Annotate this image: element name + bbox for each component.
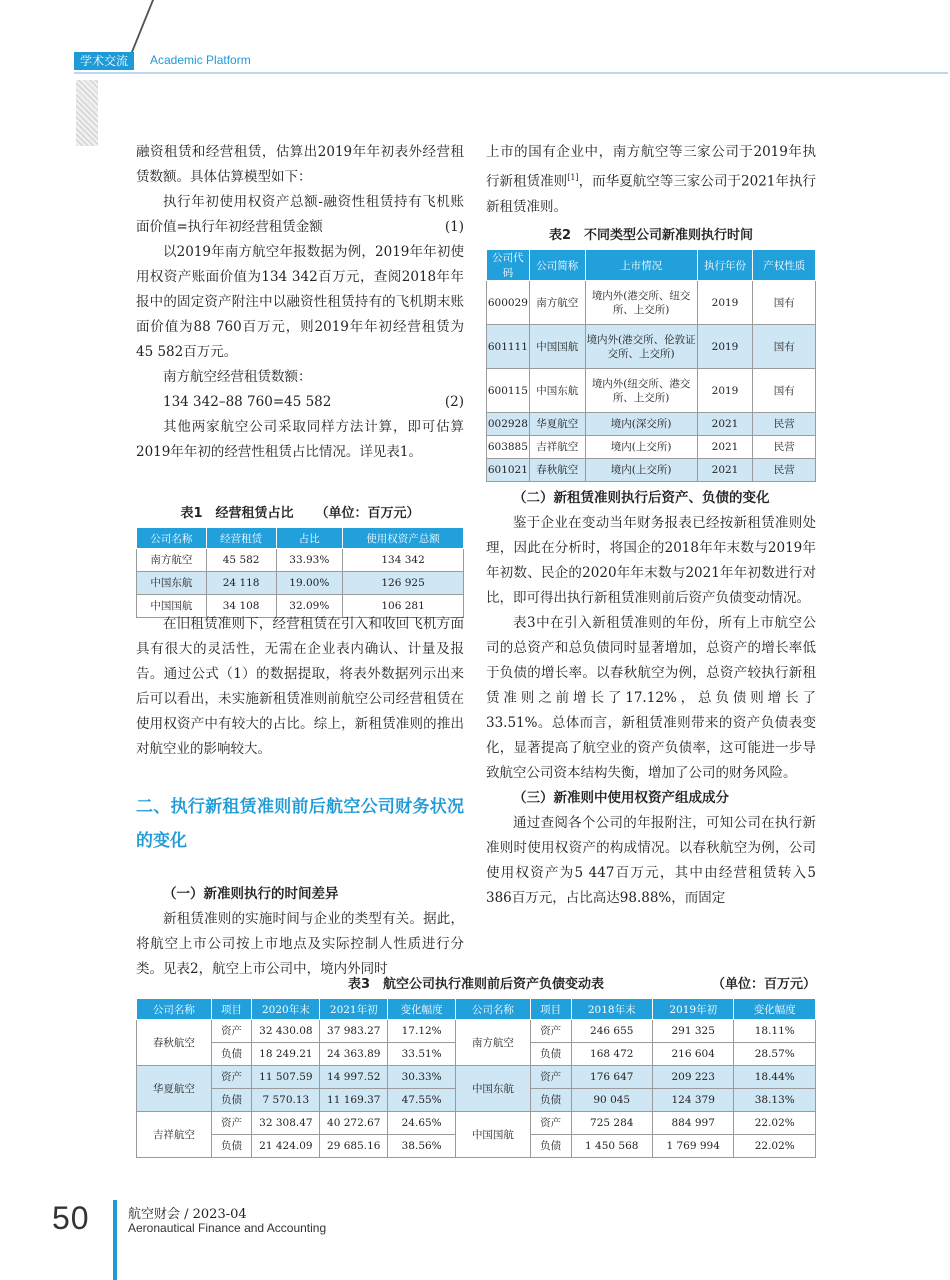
table-cell: 11 507.59 (252, 1066, 320, 1089)
table-header-cell: 2020年末 (252, 999, 320, 1020)
table-cell: 中国东航 (137, 572, 207, 595)
table-cell: 38.56% (388, 1135, 456, 1158)
table-cell: 民营 (753, 413, 816, 436)
formula-2 (136, 390, 464, 415)
table-cell: 33.93% (276, 549, 343, 572)
page-number: 50 (52, 1200, 90, 1236)
paragraph: 以2019年南方航空年报数据为例，2019年年初使用权资产账面价值为134 342百万元，查阅2018年年报中的固定资产附注中以融资性租赁持有的飞机期末账面价值为88 760百万元，则2019年年初经营租赁为45 582百万元。 (136, 244, 464, 360)
table-2-caption: 表2 不同类型公司新准则执行时间 (548, 228, 754, 243)
table-row (487, 325, 816, 369)
table-cell: 负债 (211, 1135, 252, 1158)
table-cell: 负债 (530, 1089, 571, 1112)
table-cell: 600029 (487, 281, 530, 325)
table-cell: 45 582 (206, 549, 276, 572)
table-cell: 37 983.27 (320, 1020, 388, 1043)
footer-bar (113, 1200, 117, 1280)
table-header-cell: 变化幅度 (388, 999, 456, 1020)
hatch-decoration (76, 80, 98, 146)
table-cell: 47.55% (388, 1089, 456, 1112)
table-company-cell: 吉祥航空 (137, 1112, 212, 1158)
table-cell: 168 472 (571, 1043, 652, 1066)
table-cell: 603885 (487, 436, 530, 459)
formula-1-number: (1) (444, 219, 464, 235)
subsection-3-title: （三）新准则中使用权资产组成成分 (513, 790, 729, 806)
table-company-cell: 中国国航 (456, 1112, 531, 1158)
table-cell: 民营 (753, 459, 816, 482)
table-company-cell: 春秋航空 (137, 1020, 212, 1066)
table-cell: 34 108 (206, 595, 276, 618)
table-cell: 601021 (487, 459, 530, 482)
subsection-1-title: （一）新准则执行的时间差异 (163, 886, 339, 902)
table-cell: 18.11% (734, 1020, 816, 1043)
table-header-cell: 经营租赁 (206, 528, 276, 549)
paragraph: 通过查阅各个公司的年报附注，可知公司在执行新准则时使用权资产的构成情况。以春秋航空为例，公司使用权资产为5 447百万元，其中由经营租赁转入5 386百万元，占比高达98.88%，而固定 (486, 815, 816, 906)
table-cell: 17.12% (388, 1020, 456, 1043)
table-header-cell: 项目 (530, 999, 571, 1020)
table-cell: 38.13% (734, 1089, 816, 1112)
table-cell: 14 997.52 (320, 1066, 388, 1089)
table-cell: 负债 (530, 1043, 571, 1066)
table-cell: 中国东航 (529, 369, 585, 413)
table-cell: 7 570.13 (252, 1089, 320, 1112)
formula-1-text: 执行年初使用权资产总额-融资性租赁持有飞机账面价值=执行年初经营租赁金额 (136, 194, 464, 235)
table-company-cell: 南方航空 (456, 1020, 531, 1066)
table-cell: 32 430.08 (252, 1020, 320, 1043)
table-cell: 2019 (697, 281, 753, 325)
header-rule (74, 72, 948, 74)
table-cell: 30.33% (388, 1066, 456, 1089)
table-cell: 资产 (211, 1066, 252, 1089)
table-header-row (487, 250, 816, 281)
table-header-row (137, 528, 464, 549)
section-tag: 学术交流 (74, 52, 134, 70)
table-cell: 33.51% (388, 1043, 456, 1066)
table-row (137, 1112, 816, 1135)
table-cell: 华夏航空 (529, 413, 585, 436)
table-row (137, 1020, 816, 1043)
table-cell: 600115 (487, 369, 530, 413)
paragraph: 其他两家航空公司采取同样方法计算，即可估算2019年年初的经营性租赁占比情况。详见表1。 (136, 419, 464, 460)
table-header-cell: 公司名称 (137, 999, 212, 1020)
table-header-cell: 使用权资产总额 (343, 528, 464, 549)
table-header-cell: 执行年份 (697, 250, 753, 281)
table-cell: 32.09% (276, 595, 343, 618)
table-cell: 2019 (697, 325, 753, 369)
table-cell: 24 118 (206, 572, 276, 595)
table-cell: 24.65% (388, 1112, 456, 1135)
table-header-cell: 变化幅度 (734, 999, 816, 1020)
paragraph: 在旧租赁准则下，经营租赁在引入和收回飞机方面具有很大的灵活性，无需在企业表内确认、计量及报告。通过公式（1）的数据提取，将表外数据列示出来后可以看出，未实施新租赁准则前航空公司经营租赁在使用权资产中有较大的占比。综上，新租赁准则的推出对航空业的影响较大。 (136, 616, 464, 757)
right-column-lower (486, 486, 816, 911)
table-header-cell: 项目 (211, 999, 252, 1020)
table-cell: 中国国航 (529, 325, 585, 369)
table-cell: 134 342 (343, 549, 464, 572)
table-cell: 境内外(纽交所、港交所、上交所) (585, 369, 697, 413)
table-cell: 2021 (697, 459, 753, 482)
table-cell: 境内(上交所) (585, 436, 697, 459)
formula-2-text: 134 342–88 760=45 582 (163, 394, 332, 410)
table-cell: 124 379 (652, 1089, 733, 1112)
table-cell: 725 284 (571, 1112, 652, 1135)
table-cell: 40 272.67 (320, 1112, 388, 1135)
table-cell: 002928 (487, 413, 530, 436)
table-cell: 18.44% (734, 1066, 816, 1089)
paragraph: 融资租赁和经营租赁，估算出2019年年初表外经营租赁数额。具体估算模型如下： (136, 144, 464, 185)
table-header-cell: 公司简称 (529, 250, 585, 281)
table-cell: 22.02% (734, 1135, 816, 1158)
table-cell: 126 925 (343, 572, 464, 595)
table-cell: 吉祥航空 (529, 436, 585, 459)
table-cell: 国有 (753, 281, 816, 325)
table-1-grid (136, 527, 464, 618)
table-cell: 中国国航 (137, 595, 207, 618)
table-row (137, 572, 464, 595)
table-cell: 境内(深交所) (585, 413, 697, 436)
table-header-cell: 2018年末 (571, 999, 652, 1020)
table-header-cell: 2019年初 (652, 999, 733, 1020)
right-column (486, 140, 816, 220)
table-row (487, 436, 816, 459)
paragraph: 新租赁准则的实施时间与企业的类型有关。据此，将航空上市公司按上市地点及实际控制人性质进行分类。见表2，航空上市公司中，境内外同时 (136, 911, 464, 977)
table-row (137, 1066, 816, 1089)
table-3 (136, 977, 816, 1158)
table-header-cell: 占比 (276, 528, 343, 549)
citation: [1] (567, 173, 579, 182)
table-cell: 资产 (211, 1020, 252, 1043)
table-3-caption: 表3 航空公司执行准则前后资产负债变动表 （单位：百万元） (347, 977, 816, 992)
table-cell: 18 249.21 (252, 1043, 320, 1066)
table-cell: 境内(上交所) (585, 459, 697, 482)
table-header-row (137, 999, 816, 1020)
table-2-grid (486, 249, 816, 482)
table-cell: 资产 (530, 1020, 571, 1043)
table-cell: 2021 (697, 436, 753, 459)
table-cell: 32 308.47 (252, 1112, 320, 1135)
table-header-cell: 上市情况 (585, 250, 697, 281)
table-cell: 24 363.89 (320, 1043, 388, 1066)
paragraph: 上市的国有企业中，南方航空等三家公司于2019年执行新租赁准则[1]，而华夏航空等三家公司于2021年执行新租赁准则。 (486, 144, 816, 215)
section-2-title: 二、执行新租赁准则前后航空公司财务状况的变化 (136, 797, 464, 851)
table-cell: 民营 (753, 436, 816, 459)
table-cell: 106 281 (343, 595, 464, 618)
table-cell: 2019 (697, 369, 753, 413)
table-cell: 2021 (697, 413, 753, 436)
paragraph: 鉴于企业在变动当年财务报表已经按新租赁准则处理，因此在分析时，将国企的2018年年末数与2019年年初数、民企的2020年年末数与2021年年初数进行对比，即可得出执行新租赁准则前后资产负债变动情况。 (486, 515, 816, 606)
table-cell: 1 769 994 (652, 1135, 733, 1158)
table-cell: 29 685.16 (320, 1135, 388, 1158)
journal-name-english: Aeronautical Finance and Accounting (128, 1221, 327, 1235)
table-cell: 境内外(港交所、伦敦证交所、上交所) (585, 325, 697, 369)
table-cell: 216 604 (652, 1043, 733, 1066)
table-cell: 资产 (530, 1066, 571, 1089)
table-cell: 国有 (753, 369, 816, 413)
table-cell: 1 450 568 (571, 1135, 652, 1158)
table-cell: 22.02% (734, 1112, 816, 1135)
table-header-cell: 产权性质 (753, 250, 816, 281)
table-cell: 90 045 (571, 1089, 652, 1112)
table-cell: 南方航空 (137, 549, 207, 572)
table-cell: 春秋航空 (529, 459, 585, 482)
table-row (487, 369, 816, 413)
paragraph: 南方航空经营租赁数额： (163, 369, 312, 385)
paragraph: 表3中在引入新租赁准则的年份，所有上市航空公司的总资产和总负债同时显著增加，总资产的增长率低于负债的增长率。以春秋航空为例，总资产较执行新租赁准则之前增长了17.12%，总负债则增长了33.51%。总体而言，新租赁准则带来的资产负债表变化，显著提高了航空业的资产负债率，这可能进一步导致航空公司资本结构失衡，增加了公司的财务风险。 (486, 615, 816, 781)
formula-2-number: (2) (444, 394, 464, 410)
table-cell: 28.57% (734, 1043, 816, 1066)
section-tag-english: Academic Platform (150, 53, 251, 67)
table-cell: 南方航空 (529, 281, 585, 325)
table-cell: 246 655 (571, 1020, 652, 1043)
table-company-cell: 中国东航 (456, 1066, 531, 1112)
table-cell: 291 325 (652, 1020, 733, 1043)
table-cell: 境内外(港交所、纽交所、上交所) (585, 281, 697, 325)
table-cell: 负债 (211, 1043, 252, 1066)
table-header-cell: 公司名称 (456, 999, 531, 1020)
table-cell: 884 997 (652, 1112, 733, 1135)
left-column (136, 140, 464, 465)
table-header-cell: 2021年初 (320, 999, 388, 1020)
table-cell: 资产 (530, 1112, 571, 1135)
formula-1 (136, 190, 464, 240)
table-cell: 负债 (530, 1135, 571, 1158)
table-cell: 601111 (487, 325, 530, 369)
subsection-2-title: （二）新租赁准则执行后资产、负债的变化 (513, 490, 770, 506)
journal-name: 航空财会 / 2023-04 (128, 1207, 247, 1222)
table-cell: 176 647 (571, 1066, 652, 1089)
table-cell: 国有 (753, 325, 816, 369)
table-row (487, 459, 816, 482)
table-header-cell: 公司代码 (487, 250, 530, 281)
table-row (487, 281, 816, 325)
table-3-grid (136, 998, 816, 1158)
table-company-cell: 华夏航空 (137, 1066, 212, 1112)
table-cell: 11 169.37 (320, 1089, 388, 1112)
table-1-caption: 表1 经营租赁占比 （单位：百万元） (180, 506, 420, 521)
table-row (487, 413, 816, 436)
left-column-lower (136, 612, 464, 982)
table-cell: 19.00% (276, 572, 343, 595)
table-cell: 资产 (211, 1112, 252, 1135)
table-2 (486, 228, 816, 482)
table-header-cell: 公司名称 (137, 528, 207, 549)
table-cell: 209 223 (652, 1066, 733, 1089)
table-1 (136, 501, 464, 618)
table-cell: 负债 (211, 1089, 252, 1112)
table-row (137, 549, 464, 572)
table-cell: 21 424.09 (252, 1135, 320, 1158)
